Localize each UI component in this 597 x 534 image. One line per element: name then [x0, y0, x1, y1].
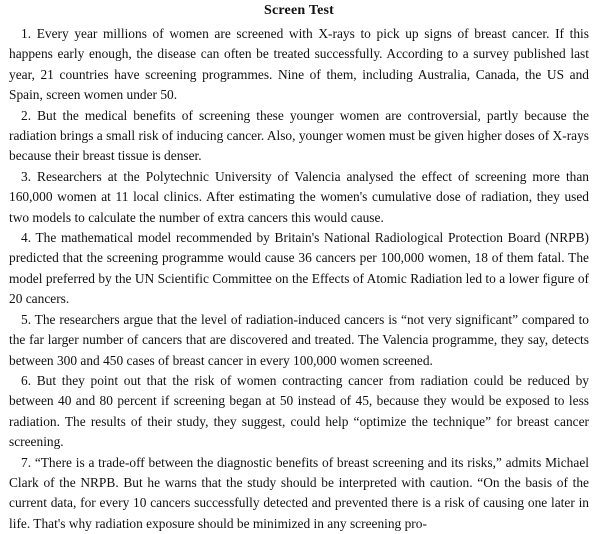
paragraph-6: 6. But they point out that the risk of women contracting cancer from radiation could be reduced by between 40 and 80 percent if screening began at 50 instead of 45, because they would be exposed to less radiation. The results of their study, they suggest, could help “optimize the technique” for breast cancer screening. — [9, 372, 589, 450]
paragraph-3: 3. Researchers at the Polytechnic University of Valencia analysed the effect of screening more than 160,000 women at 11 local clinics. After estimating the women's cumulative dose of radiation, they used two models to calculate the number of extra cancers this would cause. — [9, 168, 589, 225]
paragraph-7: 7. “There is a trade-off between the diagnostic benefits of breast screening and its risks,” admits Michael Clark of the NRPB. But he warns that the study should be interpreted with caution. “On the basis of the current data, for every 10 cancers successfully detected and prevented there is a risk of causing one later in life. That's why radiation exposure should be minimized in any screening pro- — [9, 454, 589, 531]
document-title: Screen Test — [264, 3, 334, 18]
paragraph-5: 5. The researchers argue that the level of radiation-induced cancers is “not very significant” compared to the far larger number of cancers that are discovered and treated. The Valencia programme, they say, detects between 300 and 450 cases of breast cancer in every 100,000 women screened. — [9, 311, 589, 368]
paragraph-4: 4. The mathematical model recommended by Britain's National Radiological Protection Board (NRPB) predicted that the screening programme would cause 36 cancers per 100,000 women, 18 of them fatal. The model preferred by the UN Scientific Committee on the Effects of Atomic Radiation led to a lower figure of 20 cancers. — [9, 230, 589, 307]
document-page — [9, 0, 589, 534]
paragraph-2: 2. But the medical benefits of screening these younger women are controversial, partly because the radiation brings a small risk of inducing cancer. Also, younger women must be given higher doses of X-rays because their breast tissue is denser. — [9, 107, 589, 164]
paragraph-1: 1. Every year millions of women are screened with X-rays to pick up signs of breast cancer. If this happens early enough, the disease can often be treated successfully. According to a survey published last year, 21 countries have screening programmes. Nine of them, including Australia, Canada, the US and Spain, screen women under 50. — [9, 26, 589, 103]
